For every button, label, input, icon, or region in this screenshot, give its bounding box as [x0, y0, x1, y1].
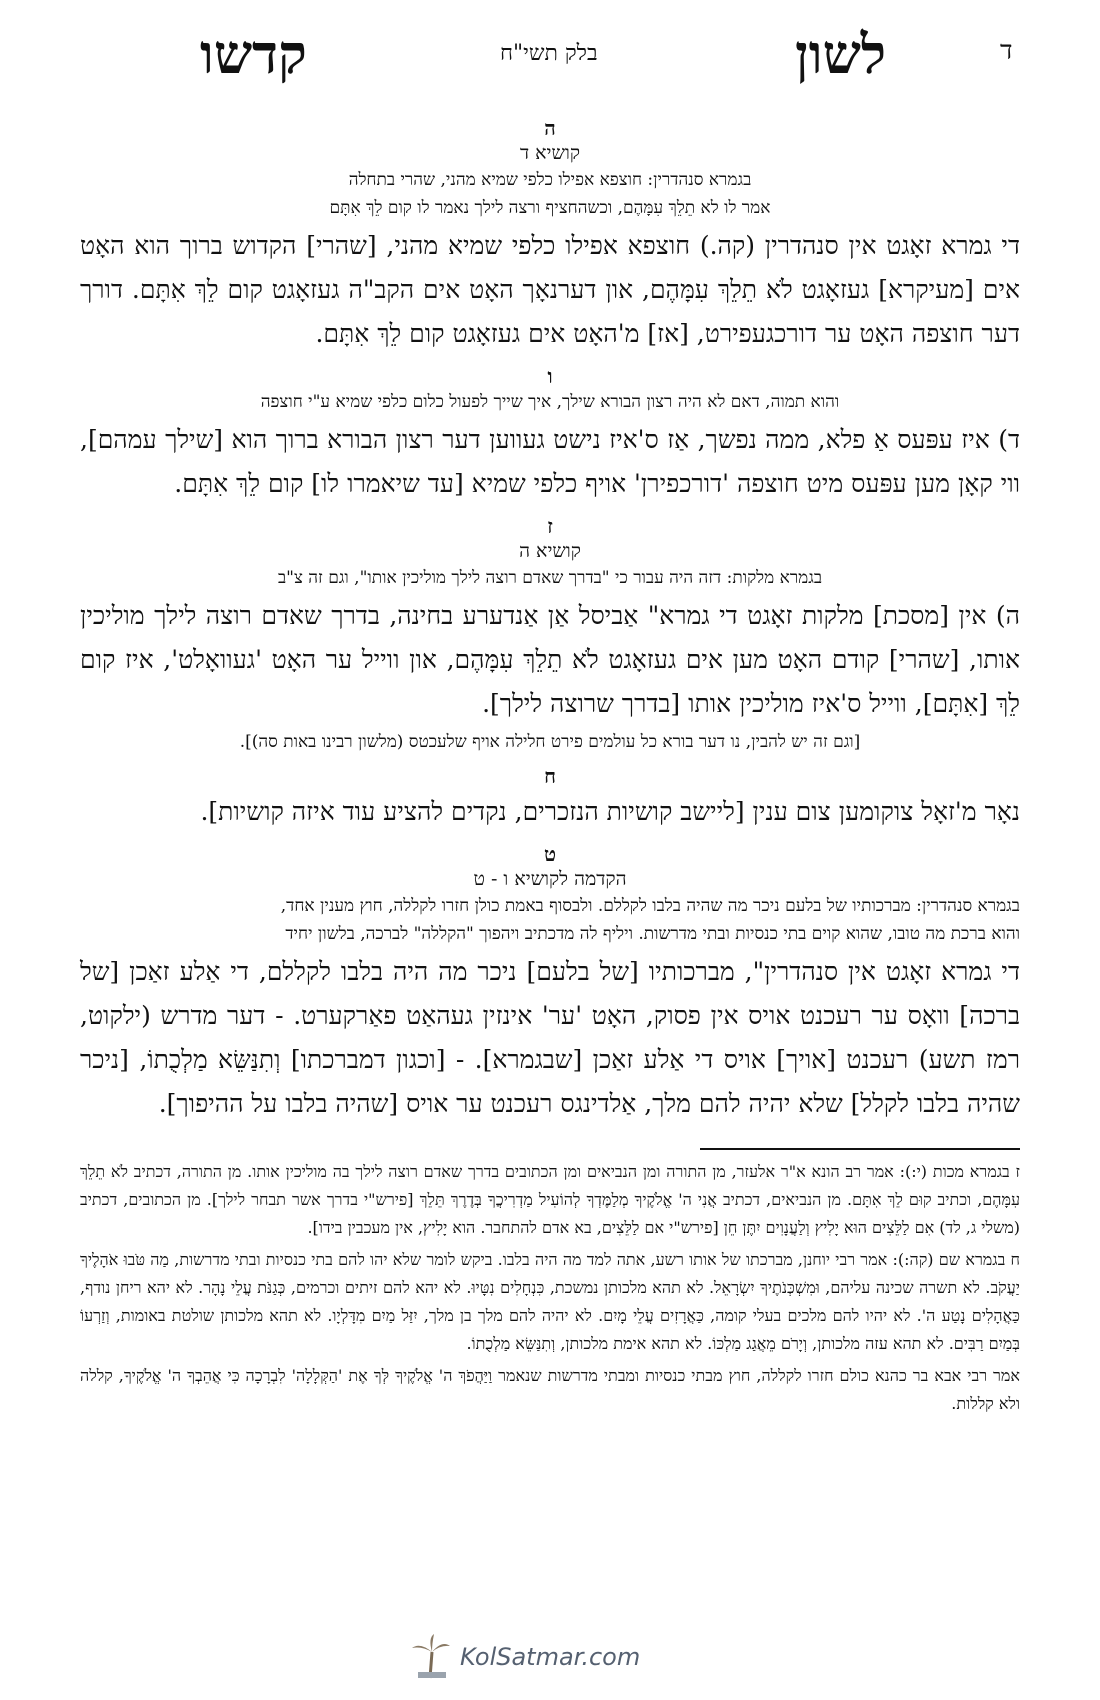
section-letter: ו: [547, 364, 553, 388]
page-number: ד: [1000, 36, 1013, 66]
section-body: ה) אין [מסכת] מלקות זאָגט די גמרא" אַביסל אַן אַנדערע בחינה, בדרך שאדם רוצה לילך מוליכין אותו, [שהרי] קודם האָט מען אים געזאָגט לֹא תֵלֵךְ עִמָּהֶם, און ווייל ער האָט 'געוואָלט', איז קום לֵךְ [אִתָּם], ווייל ס'איז מוליכין אותו [בדרך שרוצה לילך].: [80, 601, 1020, 718]
section-quote: בגמרא מלקות: דזה היה עבור כי "בדרך שאדם רוצה לילך מוליכין אותו", וגם זה צ"ב: [277, 568, 823, 588]
section-body: נאָר מ'זאָל צוקומען צום ענין [ליישב קושיות הנזכרים, נקדים להציע עוד איזה קושיות].: [200, 797, 1020, 826]
section-quote: והוא ברכת מה טובו, שהוא קוים בתי כנסיות ובתי מדרשות. ויליף לה מדכתיב ויהפוך "הקללה" לברכה, בלשון יחיד: [285, 924, 1020, 944]
section-letter: ז: [547, 514, 553, 538]
section-quote: אמר לו לא תֵלֵךְ עִמָּהֶם, וכשהחציף ורצה לילך נאמר לו קום לֵךְ אִתָּם: [329, 198, 771, 218]
section-quote: בגמרא סנהדרין: מברכותיו של בלעם ניכר מה שהיה בלבו לקללם. ולבסוף באמת כולן חזרו לקללה, חוץ מענין אחד,: [280, 896, 1020, 916]
section-quote: בגמרא סנהדרין: חוצפא אפילו כלפי שמיא מהני, שהרי בתחלה: [348, 170, 752, 190]
section-note: [וגם זה יש להבין, נו דער בורא כל עולמים פירט חלילה אויף שלעכטס (מלשון רבינו באות סה)].: [239, 732, 861, 752]
logo-text: KolSatmar.com: [460, 1643, 641, 1671]
palm-tree-icon: [410, 1634, 452, 1680]
header-title-left: קדשו: [200, 22, 307, 86]
section-body: די גמרא זאָגט אין סנהדרין (קה.) חוצפא אפילו כלפי שמיא מהני, [שהרי] הקדוש ברוך הוא האָט אים [מעיקרא] געזאָגט לֹא תֵלֵךְ עִמָּהֶם, און דערנאָך האָט אים הקב"ה געזאָגט קום לֵךְ אִתָּם. דורך דער חוצפה האָט ער דורכגעפירט, [אז] מ'האָט אים געזאָגט קום לֵךְ אִתָּם.: [80, 231, 1020, 348]
section-letter: ה: [544, 116, 556, 140]
section-title: הקדמה לקושיא ו - ט: [473, 868, 627, 890]
site-logo[interactable]: [410, 1634, 640, 1680]
page: [80, 22, 1021, 1640]
section-quote: והוא תמוה, דאם לא היה רצון הבורא שילך, איך שייך לפעול כלום כלפי שמיא ע"י חוצפה: [260, 392, 840, 412]
footnote: אמר רבי אבא בר כהנא כולם חזרו לקללה, חוץ מבתי כנסיות ומבתי מדרשות שנאמר וַיַּהֲפֹךְ ה' אֱלֹקֶיךָ לְּךָ אֶת 'הַקְּלָלָה' לִבְרָכָה כִּי אֲהֵבְךָ ה' אֱלֹקֶיךָ, קללה ולא קללות.: [80, 1366, 1021, 1413]
header-title-right: לשון: [795, 22, 887, 86]
page-header: [80, 22, 1020, 108]
header-title-mid: בלק תשי"ח: [500, 41, 598, 66]
footnote-divider: [700, 1148, 1020, 1150]
section-body: די גמרא זאָגט אין סנהדרין", מברכותיו [של בלעם] ניכר מה היה בלבו לקללם, די אַלע זאַכן [של ברכה] וואָס ער רעכנט אויס אין פסוק, האָט 'ער' אינזין געהאַט פאַרקערט. - דער מדרש (ילקוט, רמז תשע) רעכנט [אויך] אויס די אַלע זאַכן [שבגמרא]. - [וכגון דמברכתו] וְתִנַּשֵּׂא מַלְכֻתוֹ, [ניכר שהיה בלבו לקלל] שלא יהיה להם מלך, אַלדינגס רעכנט ער אויס [שהיה בלבו על ההיפוך].: [80, 957, 1020, 1118]
section-title: קושיא ד: [519, 142, 581, 164]
footnote: ז בגמרא מכות (י:): אמר רב הונא א"ר אלעזר, מן התורה ומן הנביאים ומן הכתובים בדרך שאדם רוצה לילך בה מוליכין אותו. מן התורה, דכתיב לֹא תֵלֵךְ עִמָּהֶם, וכתיב קוּם לֵךְ אִתָּם. מן הנביאים, דכתיב אֲנִי ה' אֱלֹקֶיךָ מְלַמֶּדְךָ לְהוֹעִיל מַדְרִיכֲךָ בְּדֶרֶךְ תֵּלֵךְ [פירש"י בדרך אשר תבחר לילך]. מן הכתובים, דכתיב (משלי ג, לד) אִם לַלֵּצִים הוּא יָלִיץ וְלַעֲנָוִים יִתֶּן חֵן [פירש"י אם לַלֵּצִים, בא אדם להתחבר. הוא יָלִיץ, אין מעכבין בידו].: [80, 1162, 1021, 1237]
footnote: ח בגמרא שם (קה:): אמר רבי יוחנן, מברכתו של אותו רשע, אתה למד מה היה בלבו. ביקש לומר שלא יהו להם בתי כנסיות ובתי מדרשות, מַה טֹּבוּ אֹהָלֶיךָ יַעֲקֹב. לא תשרה שכינה עליהם, וּמִשְׁכְּנֹתֶיךָ יִשְׂרָאֵל. לא תהא מלכותן נמשכת, כִּנְחָלִים נִטָּיוּ. לא יהא להם זיתים וכרמים, כְּגַנֹּת עֲלֵי נָהָר. לא יהא ריחן נודף, כַּאֲהָלִים נָטַע ה'. לא יהיו להם מלכים בעלי קומה, כַּאֲרָזִים עֲלֵי מָיִם. לא יהיה להם מלך בן מלך, יִזַּל מַיִם מִדָּלְיָו. לא תהא מלכותן שולטת באומות, וְזַרְעוֹ בְּמַיִם רַבִּים. לא תהא עזה מלכותן, וְיָרֹם מֵאֲגַג מַלְכּוֹ. לא תהא אימת מלכותן, וְתִנַּשֵּׂא מַלְכֻתוֹ.: [80, 1250, 1021, 1353]
section-letter: ט: [543, 842, 557, 866]
section-body: ד) איז עפּעס אַ פלא, ממה נפשך, אַז ס'איז נישט געווען דער רצון הבורא ברוך הוא [שילך עמהם], ווי קאָן מען עפּעס מיט חוצפה 'דורכפירן' אויף כלפי שמיא [עד שיאמרו לו] קום לֵךְ אִתָּם.: [80, 425, 1020, 498]
section-title: קושיא ה: [519, 540, 581, 562]
section-letter: ח: [544, 764, 556, 788]
